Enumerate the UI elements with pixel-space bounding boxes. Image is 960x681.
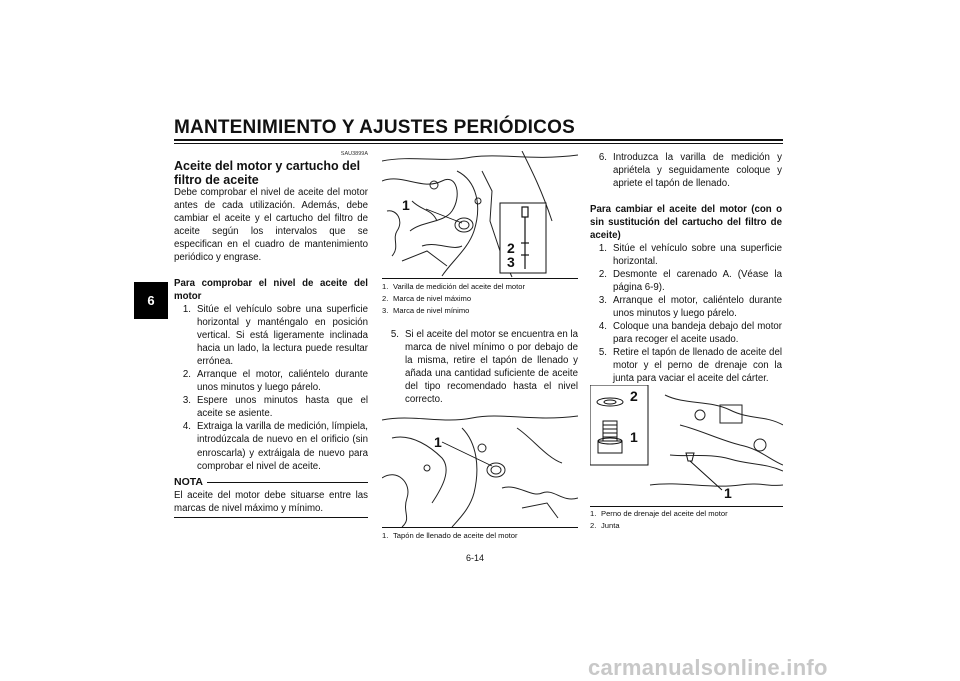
figure1-rule (382, 278, 578, 279)
step-text: Sitúe el vehículo sobre una superficie horizontal. (613, 243, 782, 268)
section-title-line2: filtro de aceite (174, 173, 259, 187)
step-text: Arranque el motor, caliéntelo durante unos minutos y luego párelo. (613, 295, 782, 320)
figure3-captions (590, 508, 786, 532)
check-step (174, 420, 368, 472)
dipstick-illustration (382, 151, 578, 278)
caption-text: Perno de drenaje del aceite del motor (601, 509, 728, 518)
nota-text: El aceite del motor debe situarse entre las marcas de nivel máximo y mínimo. (174, 490, 368, 515)
figure3-rule (590, 506, 783, 507)
caption-num: 1. (590, 509, 597, 518)
step-text: Arranque el motor, caliéntelo durante unos minutos y luego párelo. (197, 369, 368, 394)
step-text: Introduzca la varilla de medición y apriétela y seguidamente coloque y apriete el tapón de llenado. (613, 152, 782, 190)
drain-bolt-figure (590, 385, 783, 506)
change-step (590, 294, 782, 320)
check-step (382, 328, 578, 406)
caption-item (382, 281, 582, 293)
callout-2: 2 (630, 388, 638, 404)
filler-cap-figure (382, 408, 578, 527)
callout-2: 2 (507, 240, 515, 256)
step-num: 1. (598, 243, 607, 254)
change-steps (590, 242, 782, 386)
step-text: Espere unos minutos hasta que el aceite se asiente. (197, 395, 368, 420)
drain-bolt-illustration (590, 385, 783, 506)
step-text: Coloque una bandeja debajo del motor para recoger el aceite usado. (613, 321, 782, 346)
step-num: 4. (182, 421, 191, 433)
step-num: 1. (182, 304, 191, 315)
dipstick-figure (382, 151, 578, 278)
caption-text: Marca de nivel mínimo (393, 306, 470, 315)
change-step (590, 320, 782, 346)
step-text: Extraiga la varilla de medición, límpiela, introdúzcala de nuevo en el orificio (sin enroscarla) y extráigala de nuevo para comprobar el nivel de aceite. (197, 421, 368, 472)
step-num: 5. (598, 347, 607, 359)
step-num: 3. (182, 395, 191, 407)
step-num: 2. (182, 369, 191, 381)
check-step (174, 368, 368, 394)
caption-num: 1. (382, 282, 389, 291)
caption-num: 2. (382, 294, 389, 303)
step-num: 3. (598, 295, 607, 307)
intro-paragraph: Debe comprobar el nivel de aceite del motor antes de cada utilización. Además, debe cambiar el aceite y el cartucho del filtro de aceite según los intervalos que se especifican en el cuadro de mantenimiento periódico y engrase. (174, 187, 368, 264)
caption-item (590, 520, 786, 532)
check-steps (174, 303, 368, 473)
step-text: Sitúe el vehículo sobre una superficie horizontal y manténgalo en posición vertical. Si está ligeramente inclinada hacia un lado, la lectura puede resultar errónea. (197, 304, 368, 368)
callout-1: 1 (434, 434, 442, 450)
callout-1: 1 (402, 197, 410, 213)
check-step6 (590, 151, 782, 190)
section-heading (174, 159, 370, 187)
step-text: Desmonte el carenado A. (Véase la página 6-9). (613, 269, 782, 294)
change-step (590, 346, 782, 385)
title-rule (174, 139, 783, 141)
step-text: Retire el tapón de llenado de aceite del motor y el perno de drenaje con la junta para vaciar el aceite del cárter. (613, 347, 782, 385)
figure2-rule (382, 527, 578, 528)
chapter-tab: 6 (134, 282, 168, 319)
check-heading: Para comprobar el nivel de aceite del motor (174, 278, 368, 303)
caption-item (382, 293, 582, 305)
step-num: 5. (390, 329, 399, 340)
page-title: MANTENIMIENTO Y AJUSTES PERIÓDICOS (174, 117, 575, 138)
nota-label: NOTA (174, 476, 203, 488)
caption-text: Marca de nivel máximo (393, 294, 472, 303)
callout-1-bolt: 1 (724, 485, 732, 501)
change-step (590, 242, 782, 268)
section-title-line1: Aceite del motor y cartucho del (174, 159, 361, 173)
step-num: 4. (598, 321, 607, 333)
check-step (174, 394, 368, 420)
callout-1: 1 (630, 429, 638, 445)
caption-item (590, 508, 786, 520)
caption-item (382, 305, 582, 317)
section-code: SAU3899A (340, 151, 368, 157)
nota-header (174, 476, 368, 488)
check-step5 (382, 328, 578, 406)
filler-cap-illustration (382, 408, 578, 527)
caption-num: 2. (590, 521, 597, 530)
nota-end-rule (174, 517, 368, 518)
callout-3: 3 (507, 254, 515, 270)
caption-text: Junta (601, 521, 620, 530)
step-num: 2. (598, 269, 607, 281)
step-num: 6. (598, 152, 607, 163)
title-rule-thin (174, 143, 783, 144)
watermark: carmanualsonline.info (588, 655, 828, 680)
caption-text: Tapón de llenado de aceite del motor (393, 531, 518, 540)
change-step (590, 268, 782, 294)
caption-text: Varilla de medición del aceite del motor (393, 282, 525, 291)
page-number: 6-14 (466, 553, 485, 563)
change-heading: Para cambiar el aceite del motor (con o sin sustitución del cartucho del filtro de aceite) (590, 204, 782, 242)
step-text: Si el aceite del motor se encuentra en la marca de nivel mínimo o por debajo de la misma, retire el tapón de llenado y añada una cantidad suficiente de aceite del tipo recomendado hasta el nivel correcto. (405, 329, 578, 406)
caption-item (382, 530, 582, 542)
check-step (174, 303, 368, 368)
nota-rule (207, 482, 368, 483)
figure2-captions (382, 530, 582, 542)
figure1-captions (382, 281, 582, 317)
check-step (590, 151, 782, 190)
caption-num: 3. (382, 306, 389, 315)
caption-num: 1. (382, 531, 389, 540)
